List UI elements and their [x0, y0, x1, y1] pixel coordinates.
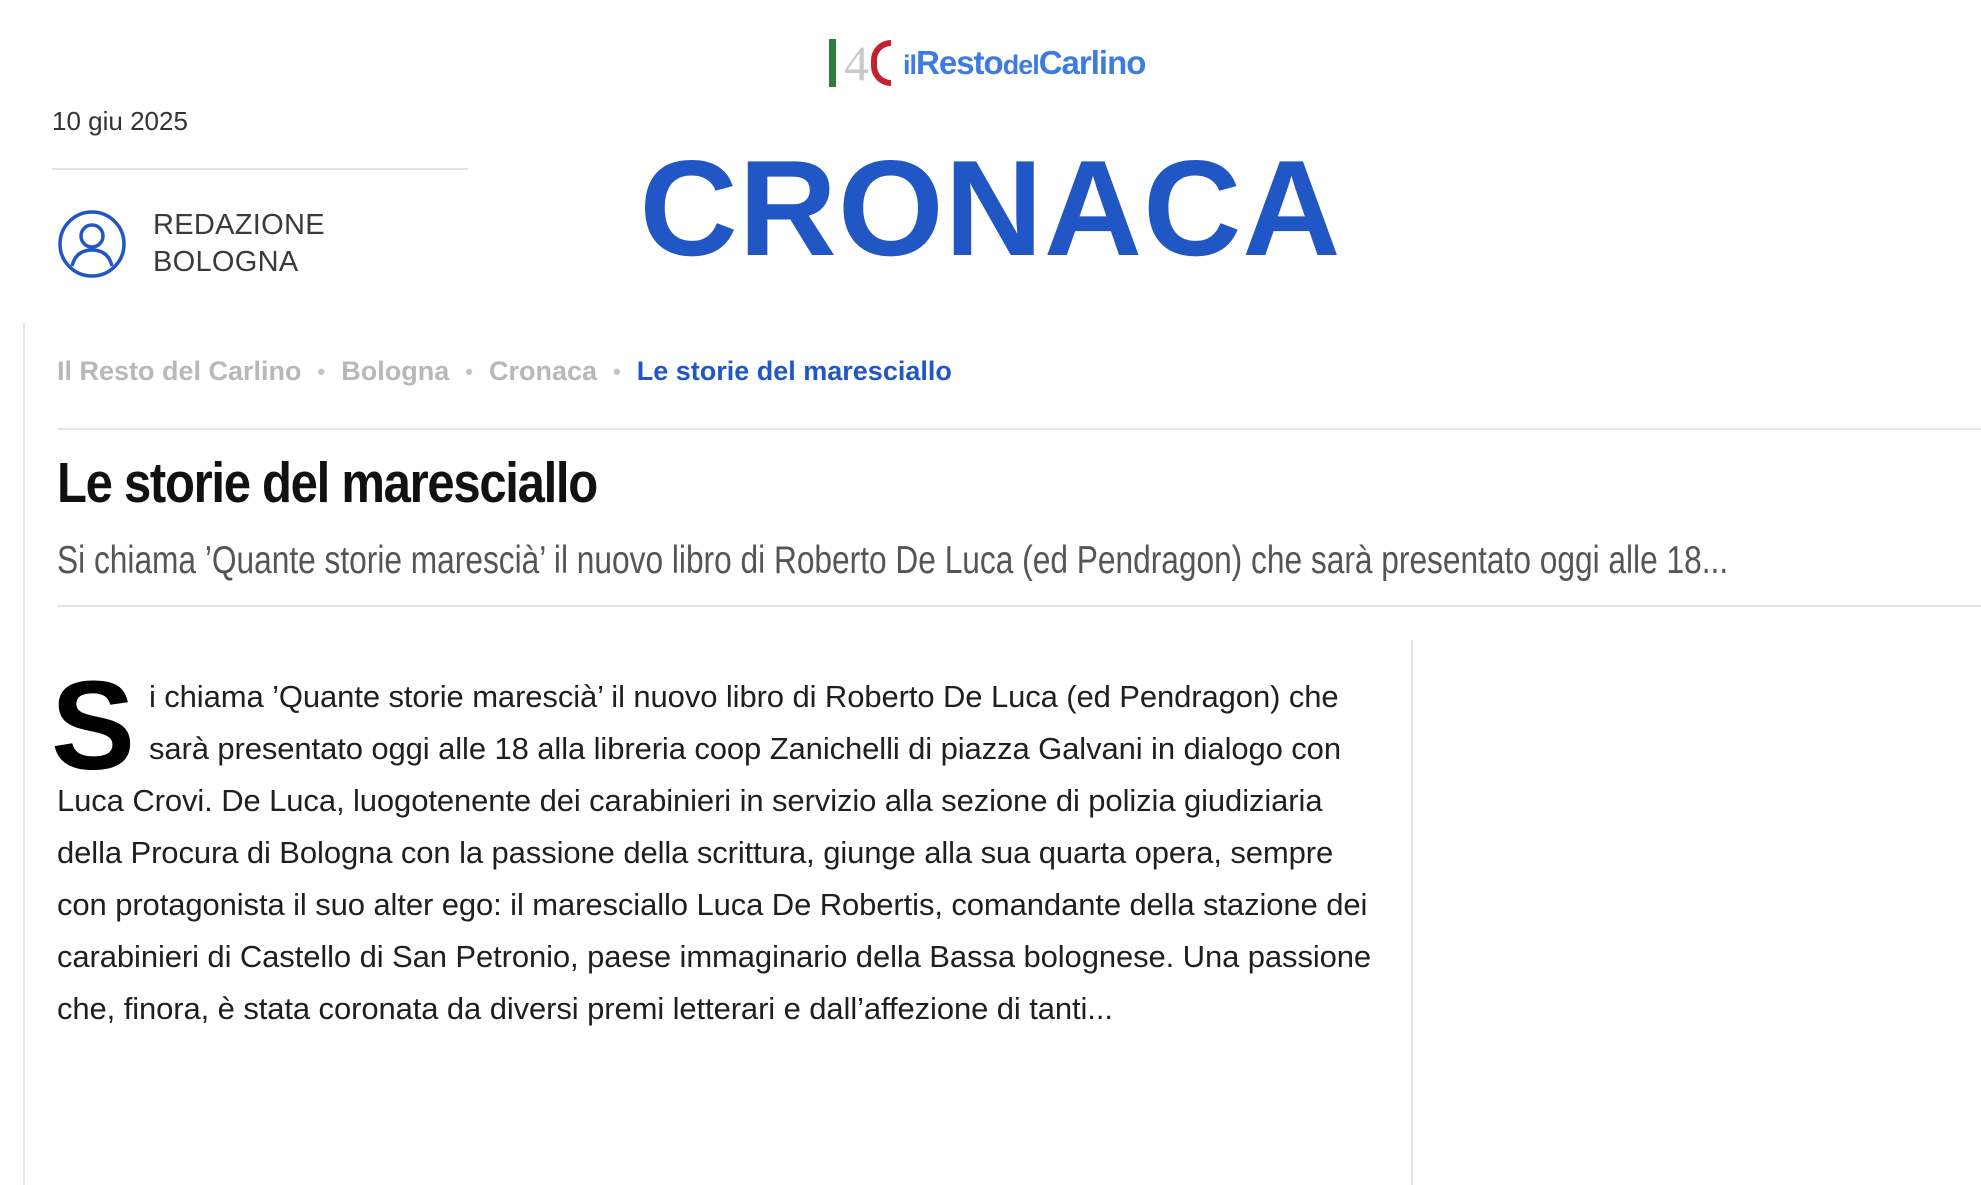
- header-divider: [57, 428, 1981, 430]
- breadcrumb-item-bologna[interactable]: Bologna: [341, 356, 450, 386]
- breadcrumb: [57, 356, 952, 387]
- breadcrumb-separator: •: [317, 358, 326, 384]
- breadcrumb-item-home[interactable]: Il Resto del Carlino: [57, 356, 302, 386]
- dropcap-letter: S: [51, 655, 135, 796]
- logo-mid: del: [1002, 50, 1039, 80]
- article-subtitle: Si chiama ’Quante storie marescià’ il nuovo libro di Roberto De Luca (ed Pendragon) che sarà presentato oggi alle 18...: [57, 539, 1729, 582]
- logo-wordmark: [903, 44, 1145, 82]
- subtitle-divider: [57, 605, 1981, 607]
- breadcrumb-separator: •: [465, 358, 473, 384]
- anniversary-140-logo: [829, 37, 903, 89]
- left-border: [23, 323, 25, 1185]
- breadcrumb-separator: •: [613, 358, 621, 384]
- author-line-2: BOLOGNA: [153, 246, 299, 278]
- anniversary-digit-0: [871, 40, 891, 86]
- article-date: 10 giu 2025: [52, 106, 188, 136]
- article-headline: Le storie del maresciallo: [57, 451, 597, 515]
- anniversary-digit-1: [829, 39, 836, 87]
- logo-prefix: il: [903, 50, 917, 80]
- section-title[interactable]: CRONACA: [639, 132, 1342, 284]
- article-body: [51, 655, 1382, 1035]
- anniversary-digit-4: 4: [844, 35, 869, 91]
- site-logo[interactable]: [829, 37, 1145, 89]
- logo-end: Carlino: [1038, 44, 1146, 81]
- logo-main: Resto: [916, 44, 1003, 81]
- breadcrumb-item-cronaca[interactable]: Cronaca: [488, 356, 597, 386]
- author-line-1: REDAZIONE: [153, 209, 325, 241]
- breadcrumb-item-current[interactable]: Le storie del maresciallo: [636, 356, 952, 386]
- column-divider: [1411, 640, 1413, 1185]
- article-paragraph: i chiama ’Quante storie marescià’ il nuovo libro di Roberto De Luca (ed Pendragon) che sarà presentato oggi alle 18 alla libreria coop Zanichelli di piazza Galvani in dialogo con Luca Crovi. De Luca, luogotenente dei carabinieri in servizio alla sezione di polizia giudiziaria della Procura di Bologna con la passione della scrittura, giunge alla sua quarta opera, sempre con protagonista il suo alter ego: il maresciallo Luca De Robertis, comandante della stazione dei carabinieri di Castello di San Petronio, paese immaginario della Bassa bolognese. Una passione che, finora, è stata coronata da diversi premi letterari e dall’affezione di tanti...: [57, 679, 1372, 1026]
